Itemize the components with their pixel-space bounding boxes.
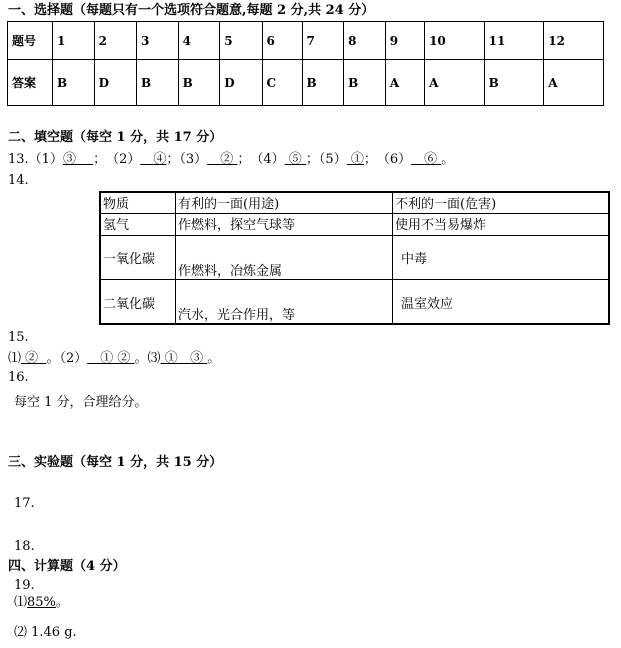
answer-cell: A [385,60,424,106]
q15-end: 。 [207,351,221,366]
q13-answer-3 [207,152,237,167]
answer-row [8,60,604,106]
q19-part-2: ⑵ 1.46 g. [14,625,77,640]
question-number: 11 [484,22,544,60]
substance-name: 二氧化碳 [100,279,176,324]
q15-answer-1-text: ② [25,351,39,366]
question-number: 1 [53,22,95,60]
answer-cell: B [344,60,386,106]
substance-row [100,279,609,324]
q15-prefix: ⑴ [8,351,22,366]
question-number: 3 [136,22,178,60]
q13-answer-4-text: ⑤ [288,152,302,167]
answer-cell: A [425,60,485,106]
answer-table [7,21,604,106]
q15-answer-3-text: ② [117,351,131,366]
substance-name: 一氧化碳 [100,235,176,279]
question-number: 6 [262,22,302,60]
q16-text: 每空 1 分，合理给分。 [14,395,148,410]
substance-table [99,191,610,325]
answer-cell: B [136,60,178,106]
q13-answer-5-text: ① [350,152,364,167]
substance-harm: 使用不当易爆炸 [393,213,610,235]
q15-label: 15. [8,330,29,345]
substance-name: 氢气 [100,213,176,235]
q17-label: 17. [14,496,35,511]
q15-answer-4 [161,351,208,366]
section1-heading: 一、选择题（每题只有一个选项符合题意,每题 2 分,共 24 分） [8,3,375,18]
question-number: 12 [544,22,604,60]
question-number: 9 [385,22,424,60]
answer-cell: B [178,60,220,106]
substance-harm: 温室效应 [393,279,610,324]
q13-answer-6 [411,152,441,167]
q15-sep-2: 。（2） [46,351,88,366]
answer-cell: B [302,60,344,106]
substance-benefit: 作燃料，探空气球等 [176,213,393,235]
q18-label: 18. [14,539,35,554]
q13-answer-2-text: ④ [153,152,167,167]
q19-1-value: 85% [27,595,56,610]
q13-answer-3-text: ② [220,152,234,167]
substance-row [100,213,609,235]
q13-sep-5: ；（5） [305,152,347,167]
header-harm: 不利的一面(危害) [393,192,610,213]
question-13 [8,153,454,166]
answer-cell: D [94,60,136,106]
q13-end: 。 [441,152,455,167]
q13-answer-1 [63,152,93,167]
q19-1-end: 。 [55,595,69,610]
q13-sep-4: ； （4） [237,152,285,167]
answer-cell: D [220,60,262,106]
q13-answer-5 [347,152,364,167]
q19-part-1 [14,596,69,609]
q13-prefix: 13.（1） [8,152,63,167]
q15-sep-3: 。⑶ [134,351,161,366]
row-label-answer: 答案 [8,60,53,106]
question-number: 2 [94,22,136,60]
substance-benefit: 作燃料，冶炼金属 [176,235,393,279]
header-substance: 物质 [100,192,176,213]
q15-answer-2 [87,351,134,366]
q13-sep-6: ； （6） [363,152,412,167]
section2-heading: 二、填空题（每空 1 分，共 17 分） [8,130,223,145]
question-number: 7 [302,22,344,60]
q13-answer-2 [140,152,166,167]
section4-heading: 四、计算题（4 分） [8,559,126,574]
q13-answer-6-text: ⑥ [424,152,438,167]
header-benefit: 有利的一面(用途) [176,192,393,213]
answer-cell: B [484,60,544,106]
question-number: 4 [178,22,220,60]
q15-answer-5-text: ③ [190,351,204,366]
question-number: 5 [220,22,262,60]
q13-answer-1-text: ③ [62,152,76,167]
q13-sep-3: ；（3） [166,152,208,167]
answer-cell: B [53,60,95,106]
q15-answer-1 [21,351,46,366]
question-number: 10 [425,22,485,60]
q15-answer-4-text: ① [164,351,178,366]
substance-harm: 中毒 [393,235,610,279]
q19-label: 19. [14,578,35,593]
q14-label: 14. [8,173,29,188]
row-label-question: 题号 [8,22,53,60]
answer-cell: C [262,60,302,106]
question-number-row [8,22,604,60]
answer-cell: A [544,60,604,106]
section3-heading: 三、实验题（每空 1 分，共 15 分） [8,455,223,470]
question-number: 8 [344,22,386,60]
substance-benefit: 汽水，光合作用，等 [176,279,393,324]
substance-row [100,235,609,279]
q13-sep-2: ； （2） [93,152,141,167]
substance-table-header [100,192,609,213]
question-15 [8,352,220,365]
q13-answer-4 [285,152,306,167]
q15-answer-2-text: ① [100,351,114,366]
q19-1-prefix: ⑴ [14,595,28,610]
q16-label: 16. [8,370,29,385]
